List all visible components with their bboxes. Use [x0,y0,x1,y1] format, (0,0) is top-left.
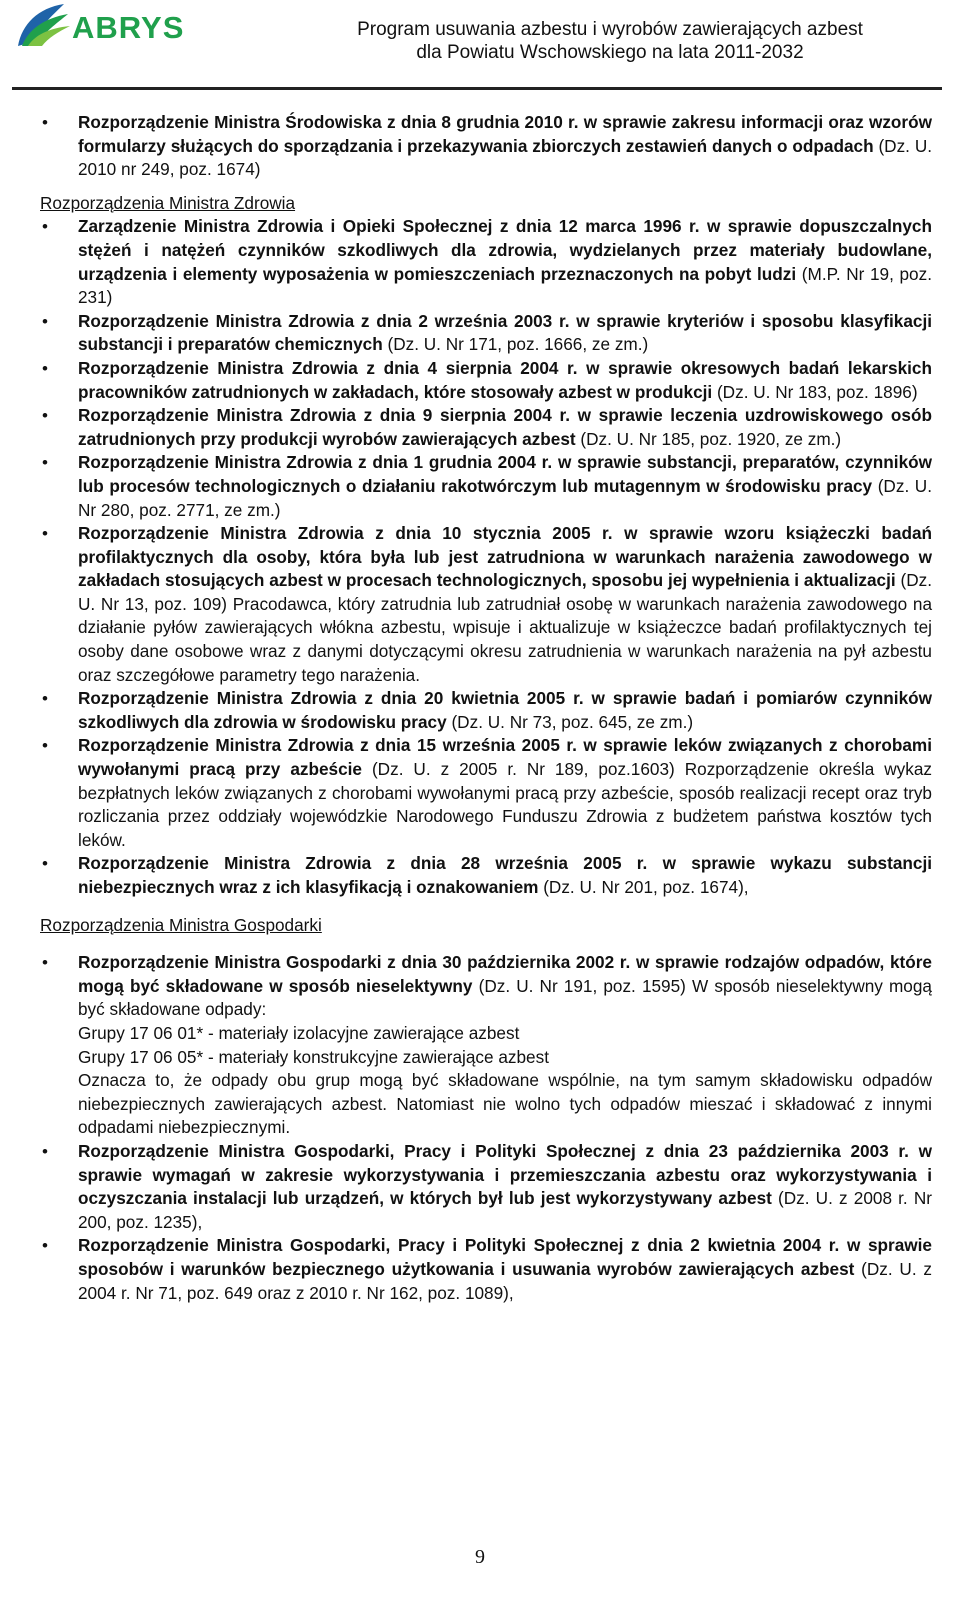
regulation-title: Rozporządzenie Ministra Zdrowia z dnia 9 sierpnia 2004 r. w sprawie leczenia uzdrowiskowego osób zatrudnionych przy produkcji wyrobów zawierających azbest [78,405,932,449]
page-number: 9 [475,1546,485,1568]
bullet-icon: • [42,953,48,973]
bullet-icon: • [42,524,48,544]
bullet-icon: • [42,689,48,709]
list-item [40,1140,932,1234]
list-item [40,852,932,899]
regulation-reference: (Dz. U. Nr 171, poz. 1666, ze zm.) [382,334,649,355]
regulation-title: Rozporządzenie Ministra Gospodarki, Pracy i Polityki Społecznej z dnia 2 kwietnia 2004 r. w sprawie sposobów i warunków bezpiecznego użytkowania i usuwania wyrobów zawierających azbest [78,1235,932,1279]
regulation-note: Oznacza to, że odpady obu grup mogą być składowane wspólnie, na tym samym składowisku odpadów niebezpiecznych zawierających azbest. Natomiast nie wolno tych odpadów mieszać i składować z innymi odpadami niebezpiecznymi. [78,1070,932,1138]
list-item [40,310,932,357]
regulation-title: Rozporządzenie Ministra Zdrowia z dnia 4 sierpnia 2004 r. w sprawie okresowych badań lekarskich pracowników zatrudnionych w zakładach, które stosowały azbest w produkcji [78,357,932,402]
regulation-title: Rozporządzenie Ministra Środowiska z dnia 8 grudnia 2010 r. w sprawie zakresu informacji oraz wzorów formularzy służących do sporządzania i przekazywania zbiorczych zestawień danych o odpadach [78,112,932,156]
list-item [40,522,932,687]
bullet-icon: • [42,311,48,331]
leaf-logo-icon [14,2,74,50]
regulation-title: Rozporządzenie Ministra Zdrowia z dnia 1 grudnia 2004 r. w sprawie substancji, preparatów, czynników lub procesów technologicznych o działaniu rakotwórczym lub mutagennym w środowisku pracy [78,452,932,496]
waste-group-1: Grupy 17 06 01* - materiały izolacyjne zawierające azbest [78,1022,520,1043]
regulation-title: Rozporządzenie Ministra Zdrowia z dnia 28 września 2005 r. w sprawie wykazu substancji niebezpiecznych wraz z ich klasyfikacją i oznakowaniem [78,853,932,897]
list-item [40,687,932,734]
title-line-2: dla Powiatu Wschowskiego na lata 2011-2032 [416,42,804,63]
regulation-reference: (M.P. Nr 19, poz. 231) [78,263,932,308]
page-header [0,0,960,92]
regulation-reference: (Dz. U. Nr 183, poz. 1896) [712,381,918,402]
bullet-icon: • [42,1236,48,1256]
section-heading-zdrowia: Rozporządzenia Ministra Zdrowia [40,192,296,213]
regulation-reference: (Dz. U. z 2008 r. Nr 200, poz. 1235), [78,1188,933,1232]
bullet-icon: • [42,453,48,473]
regulation-reference: (Dz. U. Nr 73, poz. 645, ze zm.) [446,711,694,732]
regulation-title: Rozporządzenie Ministra Zdrowia z dnia 15 września 2005 r. w sprawie leków związanych z chorobami wywołanymi pracą przy azbeście [78,735,932,780]
list-item [40,451,932,522]
list-item [40,357,932,404]
document-title [290,18,930,64]
header-divider [12,87,942,90]
bullet-icon: • [42,1141,48,1161]
list-item [40,111,932,182]
list-item [40,215,932,309]
regulation-reference: (Dz. U. z 2005 r. Nr 189, poz.1603) Rozporządzenie określa wykaz bezpłatnych leków związanych z chorobami wywołanymi pracą przy azbeście, sposób realizacji recept oraz tryb rozliczania przez oddziały wojewódzkie Narodowego Funduszu Zdrowia z budżetem państwa kosztów tych leków. [78,759,933,850]
bullet-icon: • [42,113,48,132]
bullet-icon: • [42,406,48,426]
regulation-reference: (Dz. U. 2010 nr 249, poz. 1674) [78,135,933,180]
waste-group-2: Grupy 17 06 05* - materiały konstrukcyjne zawierające azbest [78,1046,549,1067]
bullet-icon: • [42,854,48,874]
logo-text: ABRYS [72,10,185,45]
list-item [40,951,932,1140]
bullet-icon: • [42,736,48,756]
title-line-1: Program usuwania azbestu i wyrobów zawierających azbest [357,19,863,40]
regulation-reference: (Dz. U. Nr 185, poz. 1920, ze zm.) [575,428,842,449]
regulation-title: Zarządzenie Ministra Zdrowia i Opieki Społecznej z dnia 12 marca 1996 r. w sprawie dopuszczalnych stężeń i natężeń czynników szkodliwych dla zdrowia, wydzielanych przez materiały budowlane, urządzenia i elementy wyposażenia w pomieszczeniach przeznaczonych na pobyt ludzi [78,216,932,284]
regulation-title: Rozporządzenie Ministra Zdrowia z dnia 20 kwietnia 2005 r. w sprawie badań i pomiarów czynników szkodliwych dla zdrowia w środowisku pracy [78,688,932,732]
document-body [40,111,932,1305]
regulation-title: Rozporządzenie Ministra Zdrowia z dnia 10 stycznia 2005 r. w sprawie wzoru książeczki badań profilaktycznych dla osoby, która była lub jest zatrudniona w warunkach narażenia zawodowego w zakładach stosujących azbest w procesach technologicznych, sposobu jej wypełnienia i aktualizacji [78,523,932,591]
list-item [40,404,932,451]
regulation-title: Rozporządzenie Ministra Gospodarki, Pracy i Polityki Społecznej z dnia 23 października 2003 r. w sprawie wymagań w zakresie wykorzystywania i przemieszczania azbestu oraz wykorzystywania i oczyszczania instalacji lub urządzeń, w których był lub jest wykorzystywany azbest [78,1140,932,1209]
regulation-reference: (Dz. U. Nr 280, poz. 2771, ze zm.) [78,475,932,520]
bullet-icon: • [42,358,48,378]
bullet-icon: • [42,217,48,237]
regulation-reference: (Dz. U. Nr 13, poz. 109) Pracodawca, który zatrudnia lub zatrudniał osobę w warunkach narażenia zawodowego na działanie pyłów zawierających włókna azbestu, wpisuje i aktualizuje w książeczce badań profilaktycznych tej osoby dane osobowe wraz z danymi dotyczącymi okresu zatrudnienia w warunkach narażenia na pył azbestu oraz szczegółowe parametry tego narażenia. [78,570,933,685]
list-item [40,734,932,852]
regulation-title: Rozporządzenie Ministra Gospodarki z dnia 30 października 2002 r. w sprawie rodzajów odpadów, które mogą być składowane w sposób nieselektywny [78,952,932,996]
section-heading-gospodarki: Rozporządzenia Ministra Gospodarki [40,914,322,935]
abrys-logo [14,2,194,50]
regulation-reference: (Dz. U. z 2004 r. Nr 71, poz. 649 oraz z 2010 r. Nr 162, poz. 1089), [78,1258,932,1303]
regulation-reference: (Dz. U. Nr 201, poz. 1674), [538,877,749,897]
list-item [40,1234,932,1305]
regulation-title: Rozporządzenie Ministra Zdrowia z dnia 2 września 2003 r. w sprawie kryteriów i sposobu klasyfikacji substancji i preparatów chemicznych [78,310,932,355]
regulation-reference: (Dz. U. Nr 191, poz. 1595) W sposób nieselektywny mogą być składowane odpady: [78,975,932,1020]
